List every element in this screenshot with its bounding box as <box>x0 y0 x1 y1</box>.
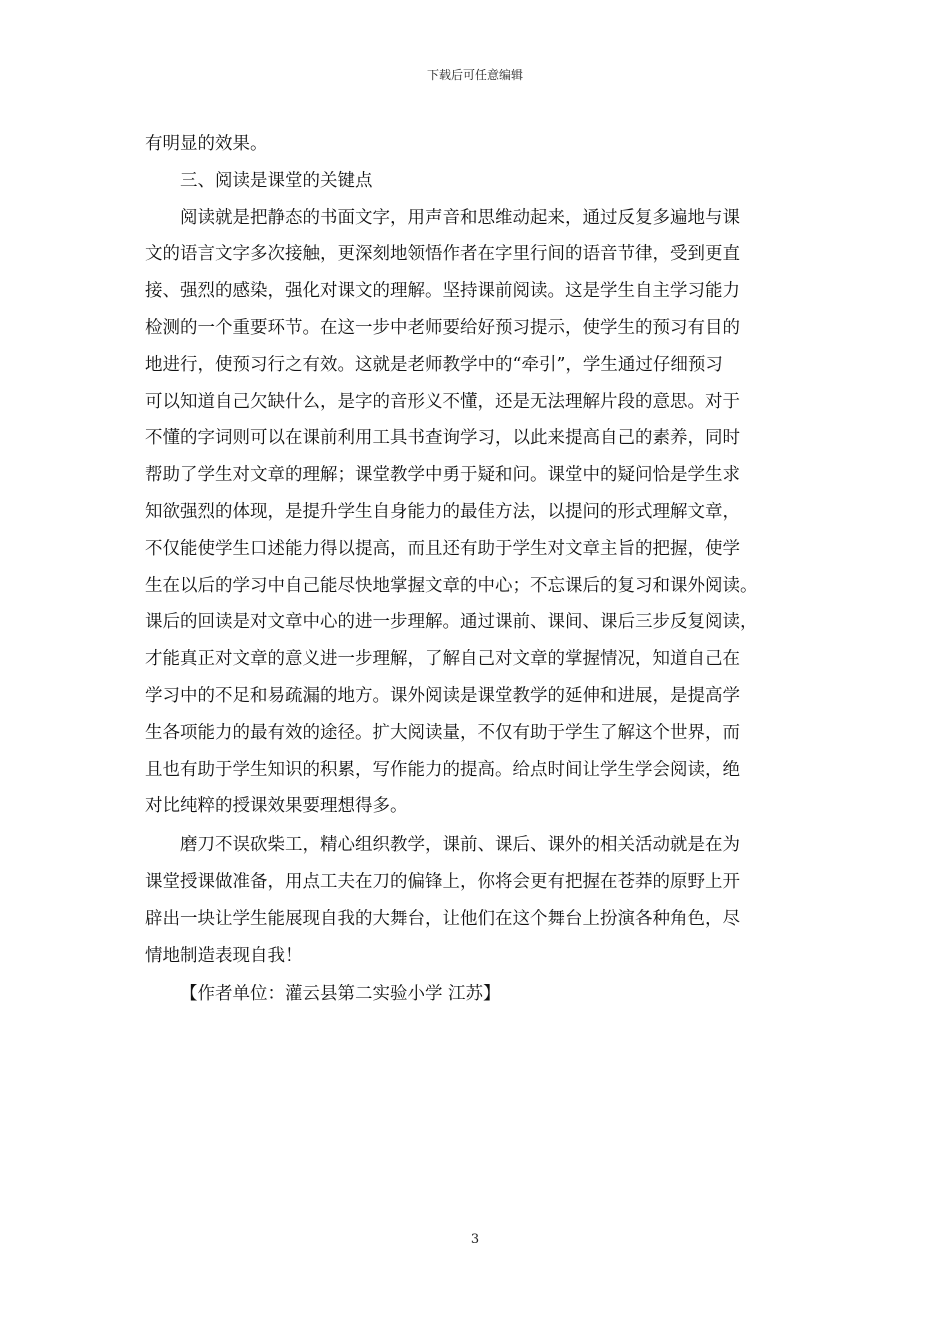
text-line: 可以知道自己欠缺什么，是字的音形义不懂，还是无法理解片段的意思。对于 <box>145 391 740 412</box>
text-line: 且也有助于学生知识的积累，写作能力的提高。给点时间让学生学会阅读，绝 <box>145 759 740 780</box>
page-number: 3 <box>470 1232 480 1247</box>
author-affiliation: 【作者单位：灌云县第二实验小学 江苏】 <box>180 984 501 1005</box>
text-line: 情地制造表现自我！ <box>145 945 303 966</box>
text-line: 辟出一块让学生能展现自我的大舞台，让他们在这个舞台上扮演各种角色，尽 <box>145 908 740 929</box>
text-line: 对比纯粹的授课效果要理想得多。 <box>145 796 408 817</box>
text-line: 阅读就是把静态的书面文字，用声音和思维动起来，通过反复多遍地与课 <box>180 207 740 228</box>
text-line: 磨刀不误砍柴工，精心组织教学，课前、课后、课外的相关活动就是在为 <box>180 835 740 856</box>
text-line: 才能真正对文章的意义进一步理解，了解自己对文章的掌握情况，知道自己在 <box>145 649 740 670</box>
text-line: 知欲强烈的体现，是提升学生自身能力的最佳方法，以提问的形式理解文章， <box>145 501 740 522</box>
text-line: 生在以后的学习中自己能尽快地掌握文章的中心；不忘课后的复习和课外阅读。 <box>145 575 758 596</box>
page-header: 下载后可任意编辑 <box>426 68 523 82</box>
text-line: 地进行，使预习行之有效。这就是老师教学中的“牵引”，学生通过仔细预习 <box>145 354 723 375</box>
document-body <box>145 126 810 1013</box>
text-line: 检测的一个重要环节。在这一步中老师要给好预习提示，使学生的预习有目的 <box>145 317 740 338</box>
text-line: 文的语言文字多次接触，更深刻地领悟作者在字里行间的语音节律，受到更直 <box>145 244 740 265</box>
text-line: 课堂授课做准备，用点工夫在刀的偏锋上，你将会更有把握在苍莽的原野上开 <box>145 871 740 892</box>
text-line: 课后的回读是对文章中心的进一步理解。通过课前、课间、课后三步反复阅读， <box>145 612 758 633</box>
text-line: 接、强烈的感染，强化对课文的理解。坚持课前阅读。这是学生自主学习能力 <box>145 281 740 302</box>
text-line: 帮助了学生对文章的理解；课堂教学中勇于疑和问。课堂中的疑问恰是学生求 <box>145 465 740 486</box>
text-line: 有明显的效果。 <box>145 134 268 154</box>
section-heading: 三、阅读是课堂的关键点 <box>180 170 373 191</box>
text-line: 不懂的字词则可以在课前利用工具书查询学习，以此来提高自己的素养，同时 <box>145 428 740 449</box>
text-line: 学习中的不足和易疏漏的地方。课外阅读是课堂教学的延伸和进展，是提高学 <box>145 685 740 706</box>
text-line: 不仅能使学生口述能力得以提高，而且还有助于学生对文章主旨的把握，使学 <box>145 538 740 559</box>
text-line: 生各项能力的最有效的途径。扩大阅读量，不仅有助于学生了解这个世界，而 <box>145 722 740 743</box>
